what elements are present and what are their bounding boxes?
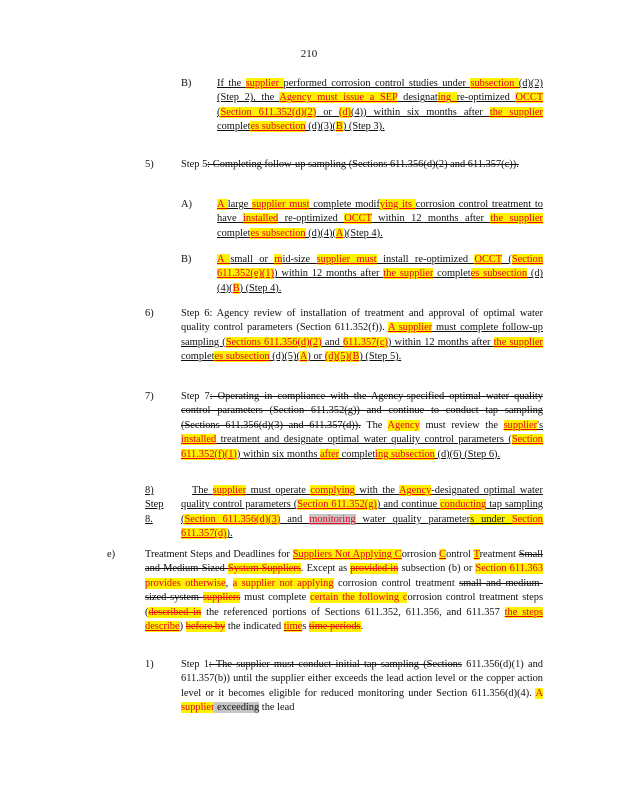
- text-run: the steps describe: [145, 606, 543, 633]
- text-run: certain the following c: [310, 592, 408, 604]
- item-label: 8) Step 8.: [145, 485, 164, 525]
- text-run: must complete: [240, 592, 311, 604]
- text-run: suppliers: [202, 592, 241, 604]
- text-run: -designated optimal water quality control parameters (: [181, 485, 544, 511]
- text-run: ).: [226, 528, 233, 540]
- item-text: [217, 77, 543, 135]
- text-run: complying: [310, 485, 355, 496]
- text-run: performed corrosion control studies under: [283, 78, 471, 89]
- text-run: ) within 12 months after: [387, 336, 494, 348]
- item-text: [181, 307, 543, 365]
- text-run: reatment: [479, 549, 519, 560]
- text-run: ,: [225, 577, 233, 589]
- text-run: Section 611.352(f)(1): [181, 434, 543, 460]
- item-text: [181, 658, 543, 716]
- text-run: before by: [185, 621, 226, 633]
- text-run: a supplier not applying: [232, 577, 334, 589]
- text-run: re-optimized: [278, 213, 345, 225]
- text-run: (d)(5)(: [269, 351, 300, 363]
- text-run: subsection (b) or: [398, 563, 476, 575]
- text-run: : Operating in compliance with the Agency-specified optimal water quality control parameters (Section 611.352(g)) and continue to conduct tap sampling (Sections 611.356(d)(3) and 611.357(d)).: [181, 391, 543, 431]
- text-run: complet: [217, 227, 251, 239]
- text-run: (d)(4)(: [217, 268, 543, 294]
- text-run: (d)(6) (Step 6).: [434, 448, 501, 460]
- text-run: the supplier: [493, 336, 543, 348]
- item-label: e): [107, 549, 116, 560]
- text-run: small or: [230, 254, 275, 265]
- text-run: ) and continue: [376, 499, 441, 511]
- text-run: A: [217, 254, 231, 265]
- text-run: tap sampling (: [181, 499, 543, 525]
- text-run: (: [217, 106, 221, 118]
- text-run: install re-optimized: [376, 254, 475, 265]
- text-run: designat: [397, 92, 438, 104]
- text-run: corrosion control treatment: [333, 577, 460, 589]
- text-run: The: [192, 485, 213, 496]
- text-run: the supplier: [383, 268, 434, 280]
- text-run: ) (Step 5).: [359, 351, 402, 363]
- item-text: [181, 158, 543, 172]
- text-run: Section 611.363: [475, 563, 544, 575]
- item-text: [217, 198, 543, 241]
- text-run: conducting: [440, 499, 487, 511]
- text-run: Step 5: [181, 159, 208, 170]
- text-run: and: [280, 513, 310, 525]
- text-run: (d)(5)(: [324, 351, 353, 363]
- text-run: 611.356(d)(1) and 611.357(b)) until the supplier either exceeds the lead action level or the copper action level or it becomes eligible for reduced monitoring under Section 611.356(d)(4).: [181, 659, 543, 699]
- text-run: the lead: [259, 702, 295, 714]
- item-label: 5): [145, 159, 154, 170]
- text-run: large: [227, 199, 253, 210]
- text-run: complet: [433, 268, 471, 280]
- text-run: provided in: [350, 563, 399, 575]
- text-run: exceeding: [214, 702, 260, 714]
- text-run: Suppliers Not Applying C: [292, 549, 402, 560]
- text-run: supplier must: [316, 254, 377, 265]
- text-run: installed: [243, 213, 279, 225]
- text-run: complete modif: [309, 199, 380, 210]
- text-run: (: [501, 254, 512, 265]
- text-run: Sections 611.356(d)(2): [225, 336, 322, 348]
- item-label: B): [181, 78, 192, 89]
- text-run: Agency: [387, 419, 420, 431]
- text-run: ) within six months: [236, 448, 321, 460]
- item-label: 6): [145, 308, 154, 319]
- text-run: )(Step 4).: [343, 227, 383, 239]
- item-text: [181, 390, 543, 462]
- text-run: : The supplier must conduct initial tap sampling (Sections: [208, 659, 462, 670]
- text-run: the indicated: [225, 621, 284, 633]
- text-run: (d): [338, 106, 352, 118]
- text-run: time: [283, 621, 303, 633]
- text-run: Section 611.352(d)(2): [220, 106, 317, 118]
- text-run: (d)(2)(Step 2), the: [217, 78, 544, 104]
- text-run: within 12 months after: [371, 213, 491, 225]
- text-run: subsection: [470, 78, 519, 89]
- text-run: time periods: [308, 621, 361, 633]
- text-run: ): [179, 621, 186, 633]
- text-run: Section 611.357(d): [181, 513, 543, 540]
- text-run: The: [360, 419, 388, 431]
- text-run: small and medium-sized system: [145, 577, 543, 604]
- text-run: corrosion control treatment to have: [217, 199, 543, 225]
- text-run: B: [352, 351, 360, 363]
- page-number: 210: [300, 48, 318, 60]
- text-run: id-size: [282, 254, 317, 265]
- text-run: re-optimized: [456, 92, 516, 104]
- text-run: supplier: [503, 419, 538, 431]
- text-run: orrosion control treatment steps (: [145, 592, 543, 618]
- text-run: (4)) within six months after: [351, 106, 490, 118]
- text-run: treatment and designate optimal water quality control parameters (: [216, 434, 512, 446]
- item-text: [181, 484, 543, 542]
- text-run: A supplier: [387, 322, 433, 334]
- item-label: B): [181, 254, 192, 265]
- text-run: B: [232, 282, 240, 294]
- text-run: 611.357(c): [342, 336, 388, 348]
- text-run: s under: [470, 513, 512, 525]
- text-run: Treatment Steps and Deadlines for: [145, 549, 293, 560]
- text-run: (d)(4)(: [305, 227, 336, 239]
- text-run: supplier must: [252, 199, 310, 210]
- text-run: orrosion: [401, 549, 440, 560]
- text-run: B: [335, 121, 343, 133]
- text-run: (d)(3)(: [305, 121, 336, 133]
- text-run: s: [302, 621, 309, 633]
- text-run: must complete follow-up sampling (: [181, 322, 543, 348]
- item-label: 1): [145, 659, 154, 670]
- text-run: OCCT: [344, 213, 372, 225]
- text-run: . Except as: [300, 563, 351, 575]
- text-run: ing subsection: [375, 448, 435, 460]
- text-run: Section 611.352(g): [297, 499, 377, 511]
- text-run: Step 6: Agency review of installation of treatment and approval of optimal water quality control parameters (Section 611.352(f)).: [181, 308, 543, 334]
- text-run: with the: [354, 485, 399, 496]
- text-run: complet: [181, 351, 215, 363]
- text-run: Section 611.352(e)(1): [217, 254, 544, 280]
- text-run: described in: [148, 606, 202, 618]
- text-run: Small and Medium-Sized: [145, 549, 544, 575]
- text-run: installed: [181, 434, 217, 446]
- item-text: [145, 548, 543, 634]
- text-run: Section 611.356(d)(3): [184, 513, 281, 525]
- text-run: ) within 12 months after: [274, 268, 384, 280]
- text-run: If the: [217, 78, 246, 89]
- text-run: ing: [437, 92, 457, 104]
- text-run: es subsection: [250, 121, 306, 133]
- text-run: A: [335, 227, 344, 239]
- text-run: ) (Step 4).: [239, 282, 282, 294]
- text-run: supplier: [245, 78, 284, 89]
- text-run: ying its: [379, 199, 416, 210]
- text-run: Step 7: [181, 391, 210, 402]
- text-run: or: [316, 106, 339, 118]
- text-run: monitoring: [309, 513, 356, 525]
- text-run: the supplier: [490, 213, 543, 225]
- text-run: es subsection: [470, 268, 528, 280]
- text-run: after: [320, 448, 340, 460]
- item-label: 7): [145, 391, 154, 402]
- text-run: and: [321, 336, 343, 348]
- text-run: C: [439, 549, 447, 560]
- text-run: Agency: [398, 485, 432, 496]
- text-run: es subsection: [214, 351, 270, 363]
- text-run: water quality parameter: [355, 513, 471, 525]
- text-run: A: [299, 351, 308, 363]
- text-run: must operate: [246, 485, 311, 496]
- text-run: the referenced portions of Sections 611.352, 611.356, and 611.357: [201, 606, 505, 618]
- text-run: ) or: [307, 351, 325, 363]
- item-label: A): [181, 199, 192, 210]
- text-run: Step 1: [181, 659, 209, 670]
- text-run: Agency must issue a SEP: [279, 92, 398, 104]
- text-run: A: [217, 199, 228, 210]
- text-run: T: [473, 549, 480, 560]
- text-run: m: [274, 254, 283, 265]
- text-run: es subsection: [250, 227, 306, 239]
- text-run: the supplier: [489, 106, 543, 118]
- text-run: supplier: [212, 485, 247, 496]
- text-run: ontrol: [446, 549, 474, 560]
- text-run: must review the: [419, 419, 504, 431]
- text-run: provides otherwise: [145, 577, 226, 589]
- text-run: complet: [217, 121, 251, 133]
- text-run: .: [360, 621, 364, 633]
- text-run: : Completing follow-up sampling (Sections 611.356(d)(2) and 611.357(c)).: [207, 159, 519, 170]
- text-run: OCCT: [515, 92, 543, 104]
- text-run: ) (Step 3).: [342, 121, 385, 133]
- item-text: [217, 253, 543, 296]
- text-run: OCCT: [474, 254, 502, 265]
- text-run: 's: [537, 419, 544, 431]
- text-run: System Suppliers: [227, 563, 301, 575]
- text-run: complet: [339, 448, 376, 460]
- text-run: A supplier: [181, 687, 543, 714]
